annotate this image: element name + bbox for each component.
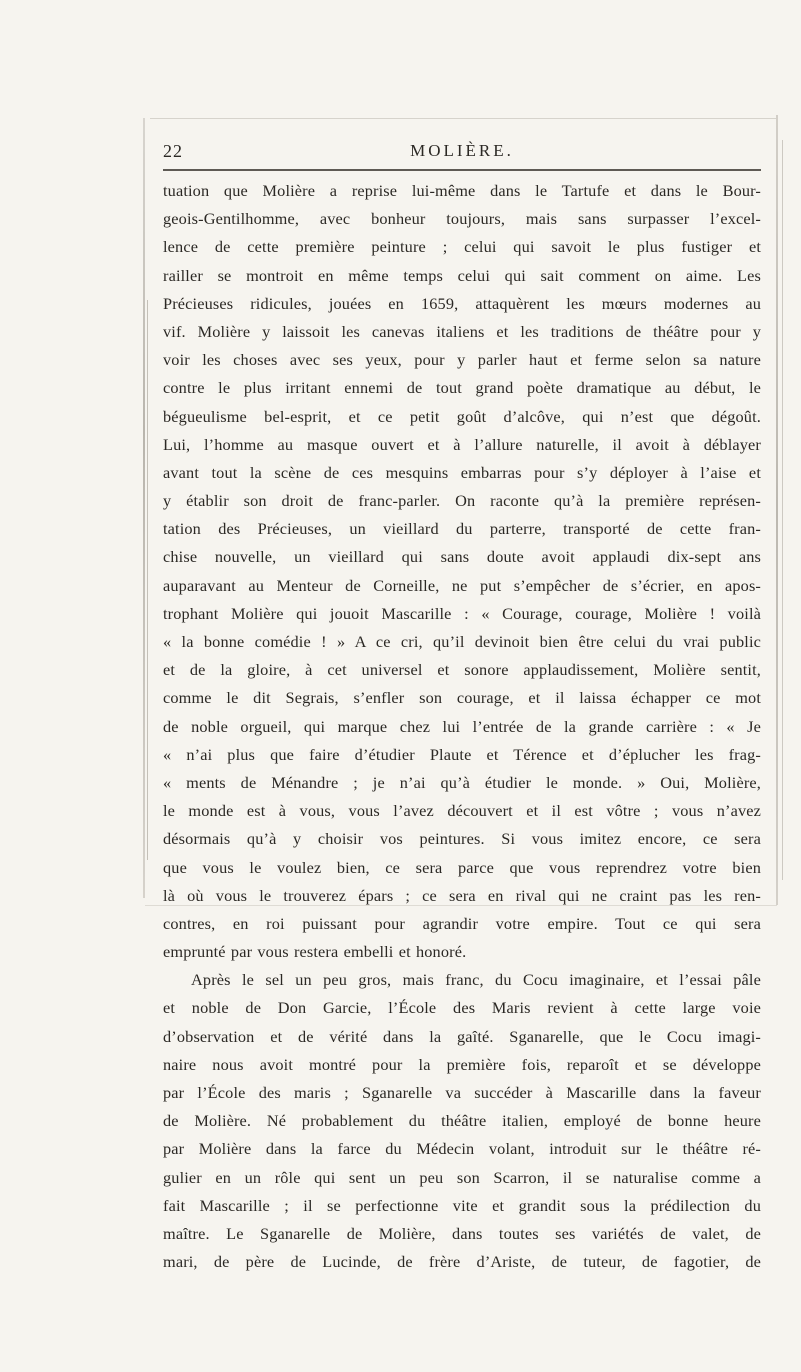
- text-line: auparavant au Menteur de Corneille, ne put s’empêcher de s’écrier, en apos-: [163, 575, 761, 595]
- text-line: y établir son droit de franc-parler. On raconte qu’à la première représen-: [163, 491, 761, 511]
- text-line: d’observation et de vérité dans la gaîté. Sganarelle, que le Cocu imagi-: [163, 1026, 761, 1046]
- text-line: gulier en un rôle qui sent un peu son Scarron, il se naturalise comme a: [163, 1167, 761, 1187]
- text-line: vif. Molière y laissoit les canevas italiens et les traditions de théâtre pour y: [163, 321, 761, 341]
- text-line: et de la gloire, à cet universel et sonore applaudissement, Molière sentit,: [163, 660, 761, 680]
- text-line: tuation que Molière a reprise lui-même dans le Tartufe et dans le Bour-: [163, 181, 761, 200]
- text-line: Lui, l’homme au masque ouvert et à l’allure naturelle, il avoit à déblayer: [163, 434, 761, 454]
- body-text: [163, 177, 761, 1276]
- text-line: comme le dit Segrais, s’enfler son courage, et il laissa échapper ce mot: [163, 688, 761, 708]
- text-line: geois-Gentilhomme, avec bonheur toujours, mais sans surpasser l’excel-: [163, 209, 761, 229]
- text-line: contres, en roi puissant pour agrandir votre empire. Tout ce qui sera: [163, 913, 761, 933]
- text-line: contre le plus irritant ennemi de tout grand poète dramatique au début, le: [163, 378, 761, 398]
- page-right-edge: [776, 115, 778, 905]
- page-header: [163, 141, 761, 171]
- text-line: de noble orgueil, qui marque chez lui l’entrée de la grande carrière : « Je: [163, 716, 761, 736]
- text-line: fait Mascarille ; il se perfectionne vite et grandit sous la prédilection du: [163, 1195, 761, 1215]
- text-line: voir les choses avec ses yeux, pour y parler haut et ferme selon sa nature: [163, 350, 761, 370]
- text-line: désormais qu’à y choisir vos peintures. Si vous imitez encore, ce sera: [163, 829, 761, 849]
- text-line: « la bonne comédie ! » A ce cri, qu’il devinoit bien être celui du vrai public: [163, 632, 761, 651]
- running-title: MOLIÈRE.: [410, 141, 514, 160]
- text-line: là où vous le trouverez épars ; ce sera en rival qui ne craint pas les ren-: [163, 885, 761, 905]
- text-line: que vous le voulez bien, ce sera parce que vous reprendrez votre bien: [163, 857, 761, 877]
- text-line: Après le sel un peu gros, mais franc, du Cocu imaginaire, et l’essai pâle: [191, 970, 761, 990]
- page-number: 22: [163, 141, 183, 161]
- text-line: de Molière. Né probablement du théâtre italien, employé de bonne heure: [163, 1111, 761, 1131]
- text-line: lence de cette première peinture ; celui qui savoit le plus fustiger et: [163, 237, 761, 257]
- page-right-outer-edge: [782, 140, 783, 880]
- text-line: avant tout la scène de ces mesquins embarras pour s’y déployer à l’aise et: [163, 462, 761, 482]
- text-line: trophant Molière qui jouoit Mascarille : « Courage, courage, Molière ! voilà: [163, 603, 761, 623]
- text-line: le monde est à vous, vous l’avez découvert et il est vôtre ; vous n’avez: [163, 801, 761, 821]
- text-line: « n’ai plus que faire d’étudier Plaute et Térence et d’éplucher les frag-: [163, 744, 761, 764]
- text-line: chise nouvelle, un vieillard qui sans doute avoit applaudi dix-sept ans: [163, 547, 761, 567]
- text-line: Précieuses ridicules, jouées en 1659, attaquèrent les mœurs modernes au: [163, 293, 761, 313]
- text-line: maître. Le Sganarelle de Molière, dans toutes ses variétés de valet, de: [163, 1223, 761, 1243]
- page-left-inner-edge: [147, 300, 148, 860]
- text-line: mari, de père de Lucinde, de frère d’Ariste, de tuteur, de fagotier, de: [163, 1252, 761, 1272]
- text-line: bégueulisme bel-esprit, et ce petit goût d’alcôve, qui n’est que dégoût.: [163, 406, 761, 426]
- page-top-edge: [150, 118, 776, 119]
- text-line: tation des Précieuses, un vieillard du parterre, transporté de cette fran-: [163, 519, 761, 539]
- text-line: par l’École des maris ; Sganarelle va succéder à Mascarille dans la faveur: [163, 1083, 761, 1102]
- text-line: emprunté par vous restera embelli et honoré.: [163, 942, 467, 962]
- page-left-edge: [143, 118, 145, 898]
- text-line: par Molière dans la farce du Médecin volant, introduit sur le théâtre ré-: [163, 1139, 761, 1159]
- text-line: railler se montroit en même temps celui qui sait comment on aime. Les: [163, 265, 761, 285]
- book-page: [163, 141, 761, 1276]
- text-line: naire nous avoit montré pour la première fois, reparoît et se développe: [163, 1054, 761, 1074]
- text-line: et noble de Don Garcie, l’École des Maris revient à cette large voie: [163, 998, 761, 1018]
- text-line: « ments de Ménandre ; je n’ai qu’à étudier le monde. » Oui, Molière,: [163, 772, 761, 792]
